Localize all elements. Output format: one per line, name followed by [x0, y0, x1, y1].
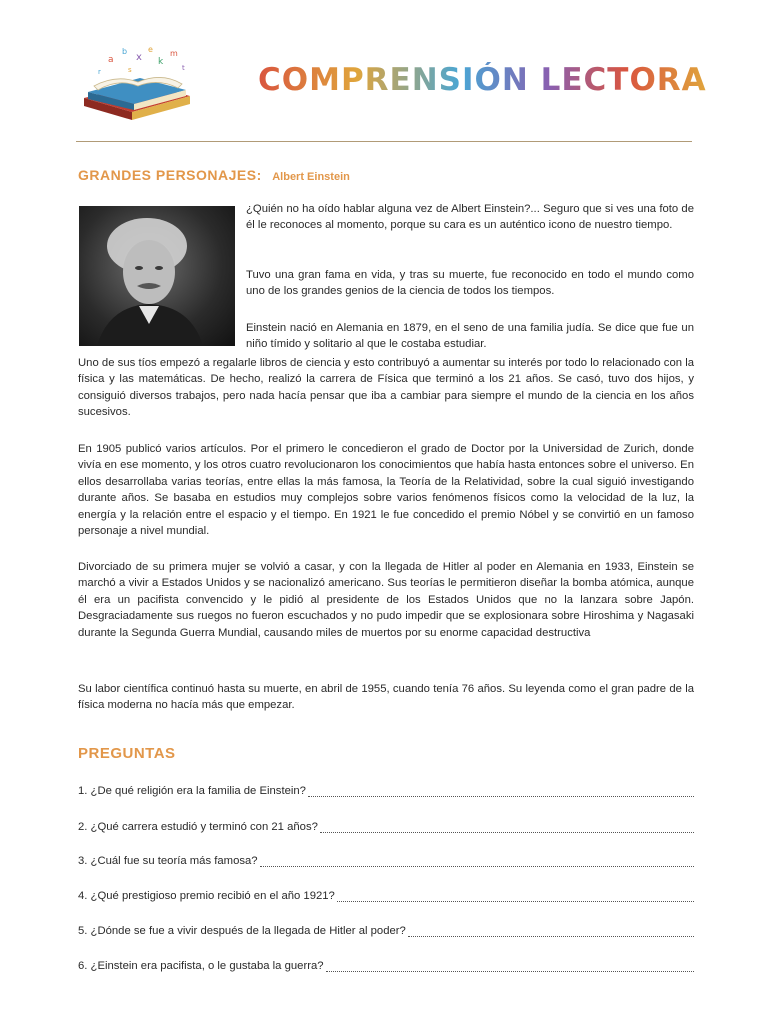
paragraph-2: Tuvo una gran fama en vida, y tras su muerte, fue reconocido en todo el mundo como uno de los grandes genios de la ciencia de todos los tiempos. [246, 269, 694, 298]
paragraph-3: Einstein nació en Alemania en 1879, en el seno de una familia judía. Se dice que fue un niño tímido y solitario al que le costaba estudiar. [246, 322, 694, 351]
svg-text:b: b [122, 47, 128, 56]
books-letters-logo-icon [78, 44, 198, 128]
svg-text:r: r [98, 68, 101, 76]
svg-text:m: m [170, 49, 178, 58]
svg-text:a: a [108, 55, 114, 65]
paragraph-1: ¿Quién no ha oído hablar alguna vez de Albert Einstein?... Seguro que si ves una foto de él le reconoces al momento, porque su cara es un auténtico icono de nuestro tiempo. [246, 203, 694, 232]
answer-line[interactable] [337, 890, 694, 902]
portrait-illustration-icon [79, 206, 235, 346]
svg-text:e: e [148, 45, 153, 54]
answer-line[interactable] [260, 855, 694, 867]
svg-text:t: t [182, 64, 185, 72]
question-text: 6. ¿Einstein era pacifista, o le gustaba la guerra? [78, 960, 324, 972]
answer-line[interactable] [308, 785, 694, 797]
question-5 [78, 925, 694, 937]
answer-line[interactable] [326, 960, 694, 972]
questions-heading: PREGUNTAS [78, 745, 176, 762]
paragraph-7: Su labor científica continuó hasta su muerte, en abril de 1955, cuando tenía 76 años. Su leyenda como el gran padre de la física moderna no hacía más que empezar. [78, 683, 694, 712]
question-3 [78, 855, 694, 867]
svg-text:k: k [158, 57, 164, 67]
question-text: 1. ¿De qué religión era la familia de Einstein? [78, 785, 306, 797]
question-4 [78, 890, 694, 902]
svg-text:x: x [136, 52, 142, 63]
question-text: 4. ¿Qué prestigioso premio recibió en el año 1921? [78, 890, 335, 902]
question-text: 2. ¿Qué carrera estudió y terminó con 21 años? [78, 821, 318, 833]
svg-text:s: s [128, 66, 132, 74]
question-2 [78, 821, 694, 833]
page-title: COMPRENSIÓN LECTORA [258, 62, 707, 98]
portrait-photo [79, 206, 235, 346]
answer-line[interactable] [408, 925, 694, 937]
header-divider [76, 141, 692, 142]
paragraph-5: En 1905 publicó varios artículos. Por el primero le concedieron el grado de Doctor por la Universidad de Zurich, donde vivía en ese momento, y los otros cuatro revolucionaron los conocimientos que había hasta entonces sobre el universo. En ellos desarrollaba varias teorías, entre ellas la más famosa, la Teoría de la Relatividad, sobre la cual siguió investigando durante años. Se basaba en estudios muy complejos sobre varios fenómenos físicos como la velocidad de la luz, la energía y la relación entre el espacio y el tiempo. En 1921 le fue concedido el premio Nóbel y se convirtió en un famoso personaje a nivel mundial. [78, 443, 694, 538]
question-text: 3. ¿Cuál fue su teoría más famosa? [78, 855, 258, 867]
section-heading [78, 167, 350, 185]
section-heading-label: GRANDES PERSONAJES: [78, 167, 262, 183]
question-1 [78, 785, 694, 797]
question-6 [78, 960, 694, 972]
answer-line[interactable] [320, 821, 694, 833]
question-text: 5. ¿Dónde se fue a vivir después de la llegada de Hitler al poder? [78, 925, 406, 937]
section-subject: Albert Einstein [272, 171, 350, 183]
paragraph-4: Uno de sus tíos empezó a regalarle libros de ciencia y esto contribuyó a aumentar su interés por todo lo relacionado con la física y las matemáticas. De hecho, realizó la carrera de Física que terminó a los 21 años. Se casó, tuvo dos hijos, y consiguió diversos trabajos, pero nada hacía pensar que iba a cambiar para siempre el mundo de la ciencia en los años sucesivos. [78, 357, 694, 419]
paragraph-6: Divorciado de su primera mujer se volvió a casar, y con la llegada de Hitler al poder en Alemania en 1933, Einstein se marchó a vivir a Estados Unidos y se nacionalizó americano. Sus teorías le permitieron diseñar la bomba atómica, aunque él era un pacifista convencido y le pidió al presidente de los Estados Unidos que no la lanzara sobre Japón. Desgraciadamente sus ruegos no fueron escuchados y no pudo impedir que se explosionara sobre Hiroshima y Nagasaki durante la Segunda Guerra Mundial, causando miles de muertos por su enorme capacidad destructiva [78, 561, 694, 639]
